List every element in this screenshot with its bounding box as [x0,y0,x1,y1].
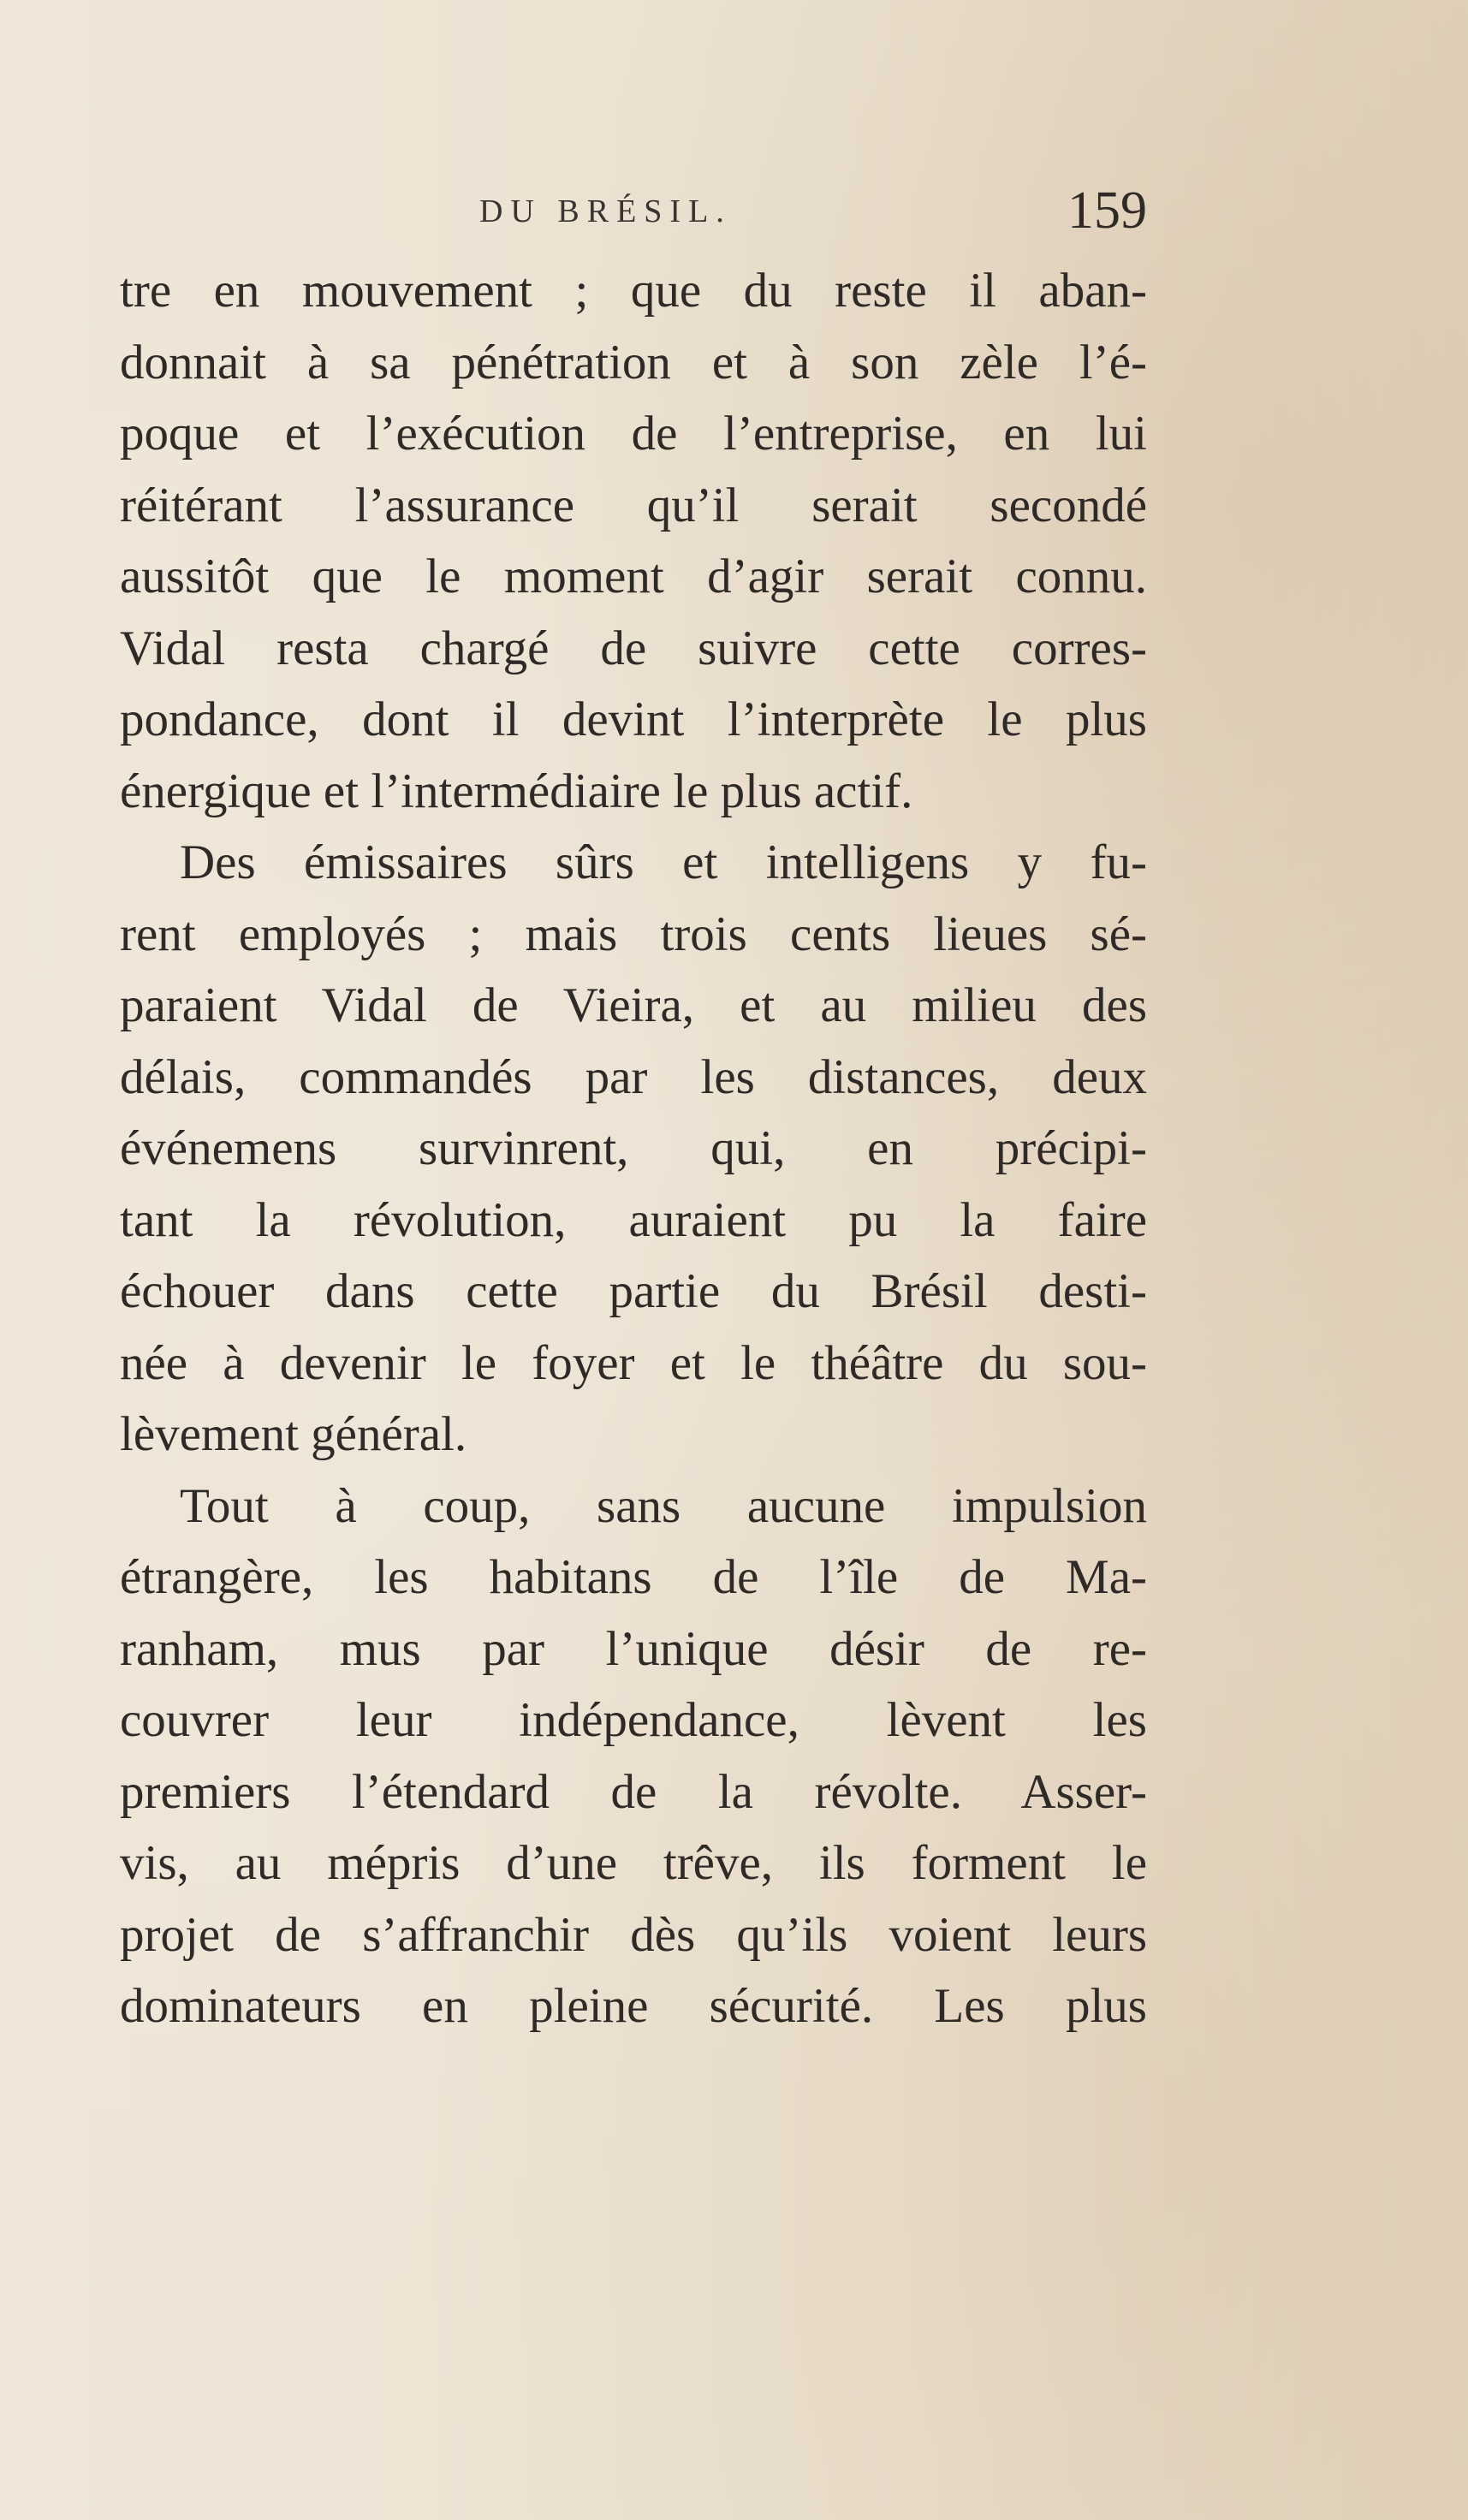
text-line: tant la révolution, auraient pu la faire [120,1192,1147,1247]
text-line: réitérant l’assurance qu’il serait secondé [120,478,1147,532]
text-line: poque et l’exécution de l’entreprise, en lui [120,407,1147,461]
text-line: donnait à sa pénétration et à son zèle l’é- [120,335,1147,389]
text-line: vis, au mépris d’une trêve, ils forment le [120,1836,1147,1890]
body-text [120,255,1147,2042]
text-line: paraient Vidal de Vieira, et au milieu des [120,978,1147,1032]
text-line: projet de s’affranchir dès qu’ils voient leurs [120,1907,1147,1962]
text-line: énergique et l’intermédiaire le plus actif. [120,764,913,818]
text-line: Des émissaires sûrs et intelligens y fu- [180,835,1147,889]
text-line: pondance, dont il devint l’interprète le plus [120,692,1147,746]
text-line: échouer dans cette partie du Brésil desti- [120,1264,1147,1318]
running-head [120,181,1147,261]
page-number: 159 [1067,181,1147,240]
text-line: tre en mouvement ; que du reste il aban- [120,264,1147,318]
text-line: couvrer leur indépendance, lèvent les [120,1693,1147,1747]
text-line: née à devenir le foyer et le théâtre du sou- [120,1335,1147,1390]
text-line: délais, commandés par les distances, deux [120,1049,1147,1104]
text-line: aussitôt que le moment d’agir serait connu. [120,550,1147,603]
text-line: événemens survinrent, qui, en précipi- [120,1121,1147,1175]
text-line: ranham, mus par l’unique désir de re- [120,1621,1147,1676]
text-line: lèvement général. [120,1407,467,1461]
running-title: DU BRÉSIL. [479,193,732,229]
text-line: dominateurs en pleine sécurité. Les plus [120,1979,1147,2033]
text-line: Tout à coup, sans aucune impulsion [180,1478,1147,1533]
text-line: rent employés ; mais trois cents lieues sé- [120,906,1147,961]
text-line: Vidal resta chargé de suivre cette corres- [120,621,1147,675]
text-line: premiers l’étendard de la révolte. Asser- [120,1764,1147,1819]
text-line: étrangère, les habitans de l’île de Ma- [120,1550,1147,1604]
